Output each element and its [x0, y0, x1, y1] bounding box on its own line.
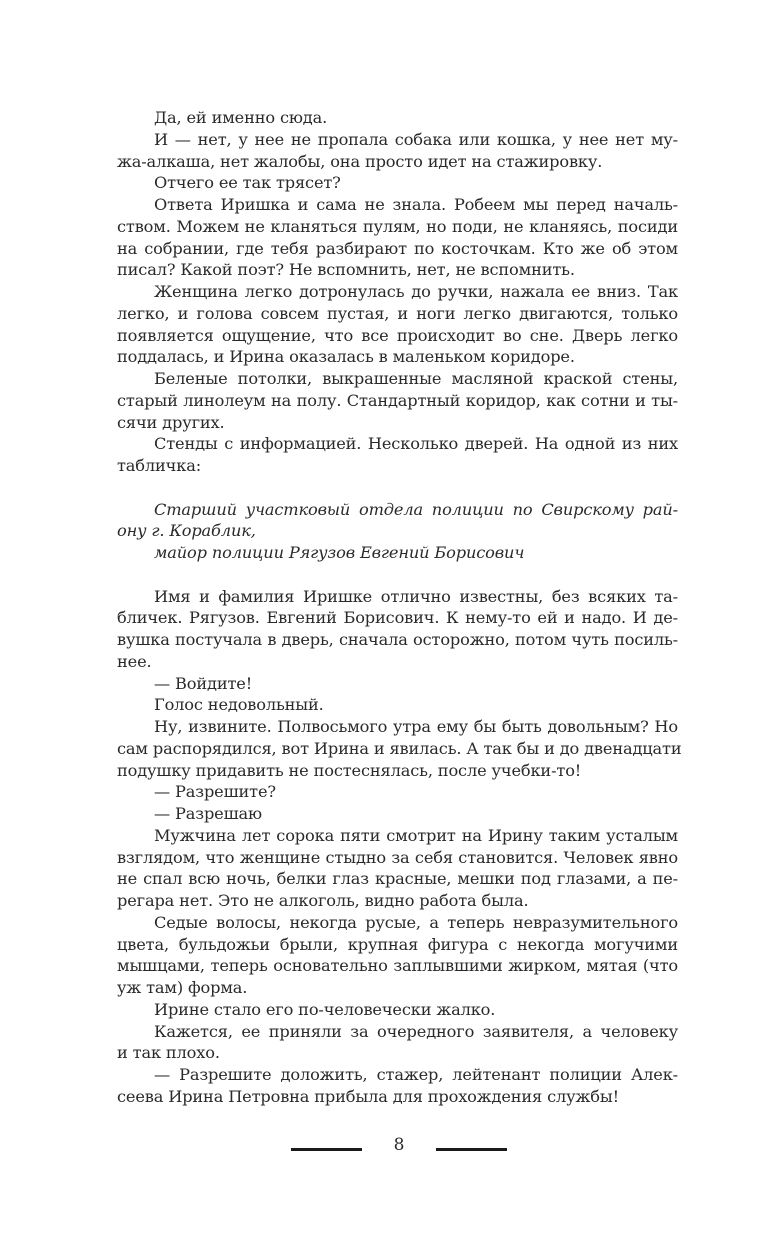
text-line: легко, и голова совсем пустая, и ноги легко двигаются, только: [117, 303, 678, 323]
text-block-after-sign: [117, 586, 682, 1108]
text-line: Да, ей именно сюда.: [154, 108, 328, 127]
text-line: жа-алкаша, нет жалобы, она просто идет на стажировку.: [117, 151, 603, 171]
text-line: цвета, бульдожьи брыли, крупная фигура с некогда могучими: [117, 934, 678, 954]
text-line: Старший участковый отдела полиции по Свирскому рай-: [154, 499, 678, 519]
text-line: подушку придавить не постеснялась, после учебки-то!: [117, 760, 582, 780]
text-line: Седые волосы, некогда русые, а теперь невразумительного: [154, 912, 678, 932]
text-line: Отчего ее так трясет?: [154, 173, 341, 193]
text-line: Беленые потолки, выкрашенные масляной краской стены,: [154, 369, 678, 388]
footer-rule-left: [291, 1148, 362, 1151]
text-line: майор полиции Рягузов Евгений Борисович: [154, 543, 525, 562]
text-line: уж там) форма.: [117, 978, 248, 997]
text-line: бличек. Рягузов. Евгений Борисович. К нему-то ей и надо. И де-: [117, 608, 678, 628]
footer-rule-right: [436, 1148, 507, 1151]
text-line: сячи других.: [117, 412, 225, 432]
text-line: не спал всю ночь, белки глаз красные, мешки под глазами, а пе-: [117, 869, 678, 889]
text-line: мышцами, теперь основательно заплывшими жирком, мятая (что: [117, 956, 678, 976]
text-line: писал? Какой поэт? Не вспомнить, нет, не вспомнить.: [117, 260, 575, 280]
page-number: 8: [393, 1135, 405, 1155]
text-line: сеева Ирина Петровна прибыла для прохождения службы!: [117, 1086, 619, 1106]
text-line: — Разрешаю: [154, 804, 262, 823]
page-footer: [0, 1132, 768, 1162]
text-line: Ну, извините. Полвосьмого утра ему бы быть довольным? Но: [154, 717, 678, 736]
text-line: появляется ощущение, что все происходит во сне. Дверь легко: [117, 325, 678, 345]
text-line: Ирине стало его по-человечески жалко.: [154, 999, 496, 1019]
text-line: — Разрешите?: [154, 782, 276, 802]
blank-line: [117, 477, 678, 499]
page-body: [117, 107, 682, 1108]
door-sign: [117, 499, 678, 564]
text-line: — Войдите!: [154, 673, 253, 693]
text-line: — Разрешите доложить, стажер, лейтенант полиции Алек-: [154, 1065, 678, 1084]
text-line: Кажется, ее приняли за очередного заявителя, а человеку: [154, 1021, 678, 1041]
text-line: ону г. Кораблик,: [117, 521, 256, 541]
text-line: И — нет, у нее не пропала собака или кошка, у нее нет му-: [154, 129, 678, 149]
blank-line: [117, 564, 678, 586]
text-line: Ответа Иришка и сама не знала. Робеем мы перед началь-: [154, 195, 678, 214]
text-line: старый линолеум на полу. Стандартный коридор, как сотни и ты-: [117, 390, 678, 410]
text-line: табличка:: [117, 456, 201, 475]
text-line: поддалась, и Ирина оказалась в маленьком коридоре.: [117, 347, 575, 367]
text-line: сам распорядился, вот Ирина и явилась. А так бы и до двенадцати: [117, 738, 682, 758]
text-line: Женщина легко дотронулась до ручки, нажала ее вниз. Так: [154, 282, 678, 301]
text-line: Стенды с информацией. Несколько дверей. На одной из них: [154, 434, 678, 454]
text-line: ством. Можем не кланяться пулям, но поди, не кланяясь, посиди: [117, 216, 678, 236]
text-line: нее.: [117, 651, 152, 671]
text-line: вушка постучала в дверь, сначала осторожно, потом чуть посиль-: [117, 630, 678, 649]
text-line: Мужчина лет сорока пяти смотрит на Ирину таким усталым: [154, 825, 678, 845]
text-line: Голос недовольный.: [154, 695, 324, 715]
text-line: на собрании, где тебя разбирают по косточкам. Кто же об этом: [117, 238, 678, 258]
text-line: регара нет. Это не алкоголь, видно работа была.: [117, 891, 529, 910]
text-line: взглядом, что женщине стыдно за себя становится. Человек явно: [117, 847, 678, 867]
text-line: и так плохо.: [117, 1043, 220, 1063]
text-line: Имя и фамилия Иришке отлично известны, без всяких та-: [154, 586, 678, 606]
text-block-before-sign: [117, 107, 678, 477]
